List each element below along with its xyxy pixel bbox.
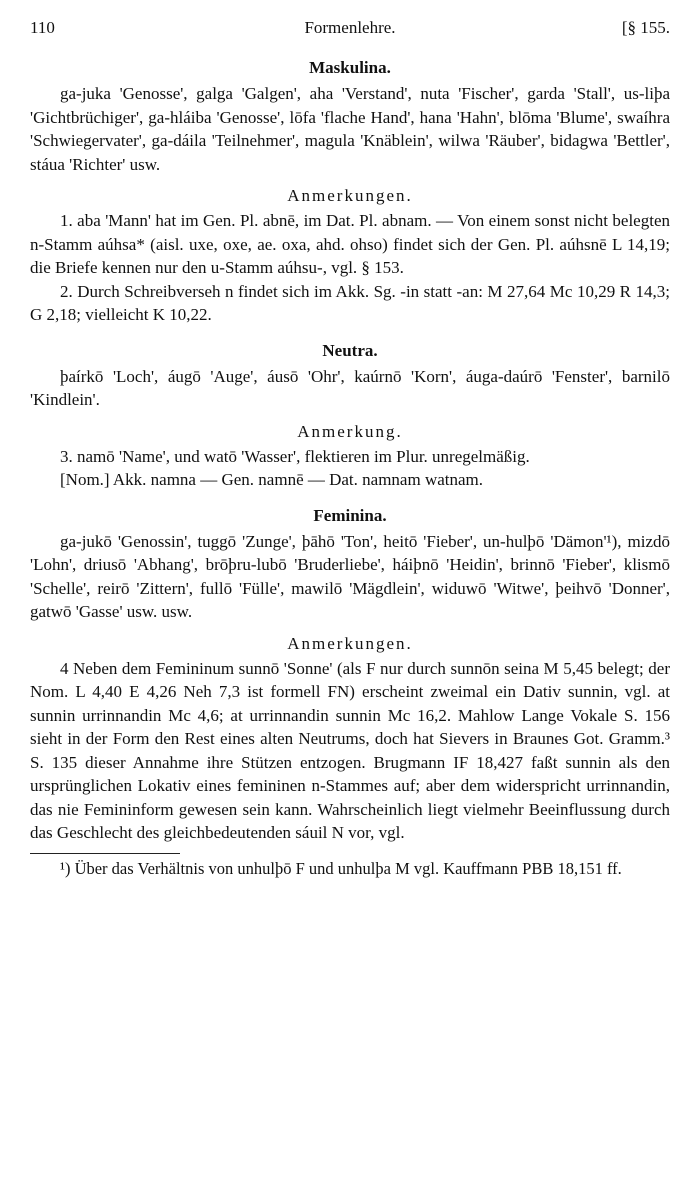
note-4: 4 Neben dem Femininum sunnō 'Sonne' (als F nur durch sunnōn seina M 5,45 belegt; der Nom. L 4,40 E 4,26 Neh 7,3 ist formell FN) erscheint zweimal ein Dativ sunnin, vgl. at sunnin urrinnandin Mc 4,6; at urrinnandin sunnin Mc 16,2. Mahlow Lange Vokale S. 156 sieht in der Form den Rest eines alten Neutrums, doch hat Sievers in Braunes Got. Gramm.³ S. 135 dieser Annahme ihre Stützen entzogen. Brugmann IF 18,427 faßt sunnin als den ursprünglichen Lokativ eines femininen n-Stammes auf; aber dem widerspricht urrinnandin, das nie Femininform gewesen sein kann. Wahrscheinlich liegt vielmehr Beeinflussung durch das Geschlecht des gleichbedeutenden sáuil N vor, vgl. [30, 658, 670, 842]
note-3: 3. namō 'Name', und watō 'Wasser', flektieren im Plur. unregelmäßig. [60, 446, 530, 466]
section-marker: [§ 155. [621, 18, 670, 37]
running-header [30, 18, 670, 46]
heading-maskulina: Maskulina. [309, 58, 391, 77]
page-number: 110 [30, 18, 55, 37]
heading-neutra: Neutra. [322, 340, 378, 360]
heading-feminina: Feminina. [313, 505, 387, 525]
footnote-1: ¹) Über das Verhältnis von unhulþō F und unhulþa M vgl. Kauffmann PBB 18,151 ff. [60, 858, 622, 878]
note-2: 2. Durch Schreibverseh n findet sich im Akk. Sg. -in statt -an: M 27,64 Mc 10,29 R 14,3; G 2,18; vielleicht K 10,22. [30, 281, 670, 324]
paragraph-neutra: þaírkō 'Loch', áugō 'Auge', áusō 'Ohr', kaúrnō 'Korn', áuga-daúrō 'Fenster', barnilō 'Kindlein'. [30, 366, 670, 409]
paragraph-maskulina: ga-juka 'Genosse', galga 'Galgen', aha 'Verstand', nuta 'Fischer', garda 'Stall', us-liþa 'Gichtbrüchiger', ga-hláiba 'Genosse', lōfa 'flache Hand', hana 'Hahn', blōma 'Blume', swaíhra 'Schwiegervater', ga-dáila 'Teilnehmer', magula 'Knäblein', wilwa 'Räuber', bidagwa 'Bettler', stáua 'Richter' usw. [30, 84, 670, 174]
note-1: 1. aba 'Mann' hat im Gen. Pl. abnē, im Dat. Pl. abnam. — Von einem sonst nicht belegten n-Stamm aúhsa* (aisl. uxe, oxe, ae. oxa, ahd. ohso) findet sich der Gen. Pl. aúhsnē L 14,19; die Briefe kennen nur den u-Stamm aúhsu-, vgl. § 153. [30, 211, 670, 277]
heading-anmerkung-neutra: Anmerkung. [297, 421, 403, 441]
book-page [30, 18, 670, 880]
paragraph-feminina: ga-jukō 'Genossin', tuggō 'Zunge', þāhō 'Ton', heitō 'Fieber', un-hulþō 'Dämon'¹), mizdō 'Lohn', driusō 'Abhang', brōþru-lubō 'Bruderliebe', háiþnō 'Heidin', brinnō 'Fieber', klismō 'Schelle', reirō 'Zittern', fullō 'Fülle', mawilō 'Mägdlein', widuwō 'Witwe', þeihvō 'Donner', gatwō 'Gasse' usw. usw. [30, 531, 670, 621]
footnote-divider [30, 853, 180, 854]
heading-anmerkungen-maskulina: Anmerkungen. [287, 186, 413, 205]
running-title: Formenlehre. [304, 18, 396, 37]
heading-anmerkungen-feminina: Anmerkungen. [287, 633, 413, 653]
paradigm-namo: [Nom.] Akk. namna — Gen. namnē — Dat. namnam watnam. [60, 470, 484, 489]
